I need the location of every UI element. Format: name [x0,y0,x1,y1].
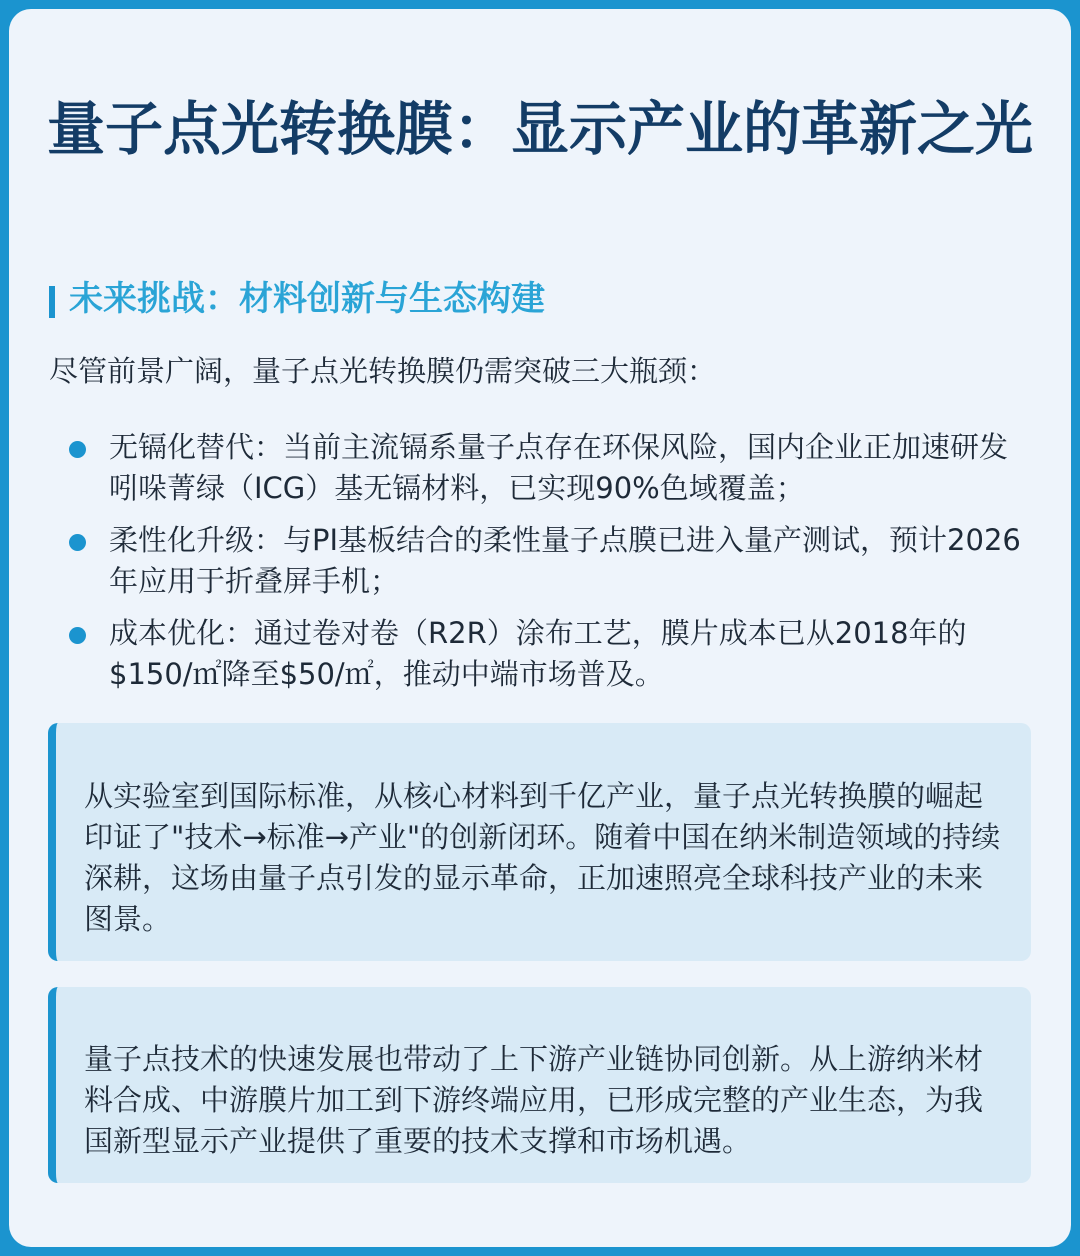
bullet-dot-icon [69,627,86,644]
bullet-dot-icon [69,441,86,458]
bullet-dot-icon [69,534,86,551]
intro-paragraph: 尽管前景广阔，量子点光转换膜仍需突破三大瓶颈： [49,354,717,388]
section-heading [49,275,545,323]
list-item-text: 成本优化：通过卷对卷（R2R）涂布工艺，膜片成本已从2018年的$150/㎡降至$50/㎡，推动中端市场普及。 [109,616,967,691]
list-item [67,427,1027,509]
challenge-list [67,427,1027,706]
summary-callout [48,723,1031,961]
list-item-text: 柔性化升级：与PI基板结合的柔性量子点膜已进入量产测试，预计2026年应用于折叠屏手机； [109,523,1021,598]
callout-text: 从实验室到国际标准，从核心材料到千亿产业，量子点光转换膜的崛起印证了"技术→标准→产业"的创新闭环。随着中国在纳米制造领域的持续深耕，这场由量子点引发的显示革命，正加速照亮全球科技产业的未来图景。 [84,779,1001,936]
list-item-text: 无镉化替代：当前主流镉系量子点存在环保风险，国内企业正加速研发吲哚菁绿（ICG）基无镉材料，已实现90%色域覆盖； [109,430,1009,505]
content-card [9,9,1071,1247]
industry-callout [48,987,1031,1183]
list-item [67,613,1027,695]
callout-text: 量子点技术的快速发展也带动了上下游产业链协同创新。从上游纳米材料合成、中游膜片加工到下游终端应用，已形成完整的产业生态，为我国新型显示产业提供了重要的技术支撑和市场机遇。 [84,1042,984,1158]
section-accent-bar [49,286,55,318]
page-title: 量子点光转换膜：显示产业的革新之光 [46,95,1033,163]
list-item [67,520,1027,602]
section-title: 未来挑战：材料创新与生态构建 [69,279,545,319]
